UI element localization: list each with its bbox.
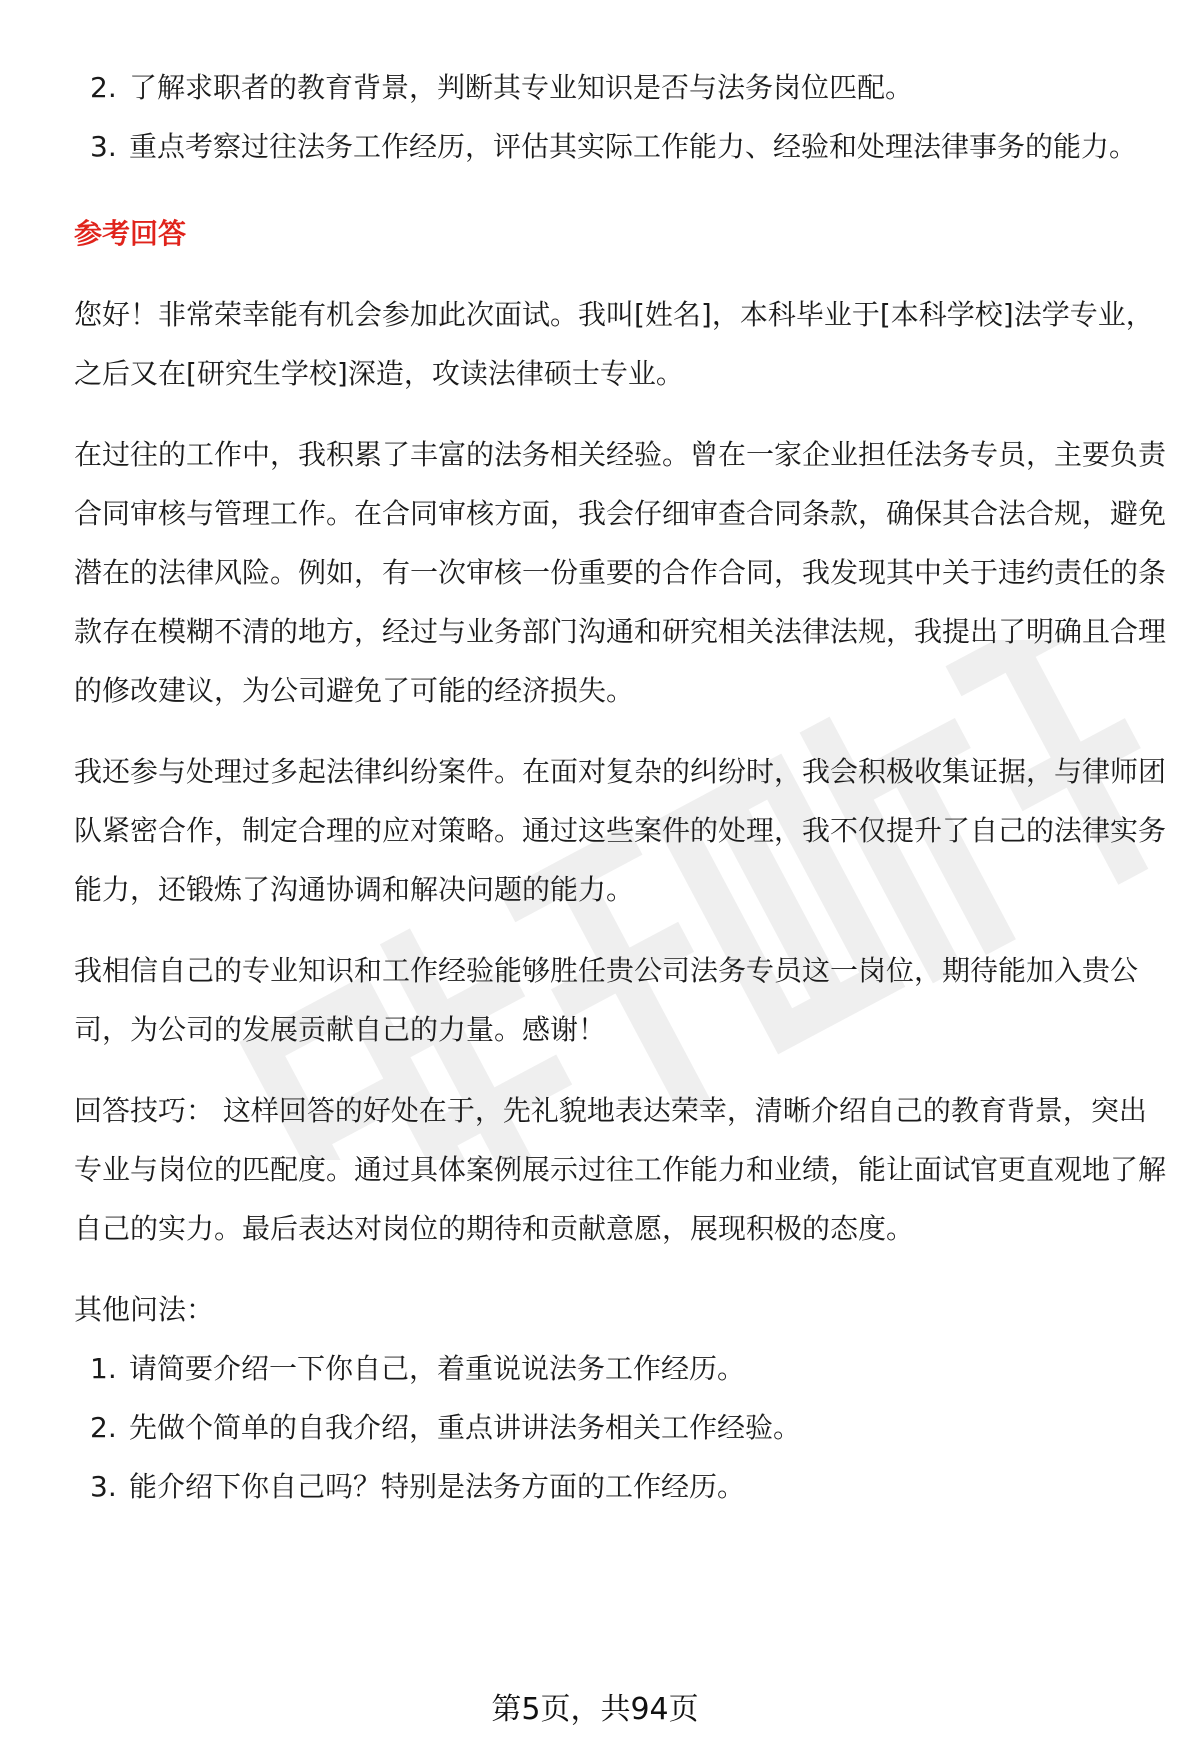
top-numbered-list	[74, 58, 1174, 176]
list-item	[74, 58, 1174, 117]
page-footer: 第5页，共94页	[491, 1692, 699, 1727]
paragraph-other-questions: 其他问法：	[74, 1293, 215, 1326]
list-item-text: 请简要介绍一下你自己，着重说说法务工作经历。	[129, 1352, 746, 1385]
paragraph-disputes: 我还参与处理过多起法律纠纷案件。在面对复杂的纠纷时，我会积极收集证据，与律师团队紧密合作，制定合理的应对策略。通过这些案件的处理，我不仅提升了自己的法律实务能力，还锻炼了沟通协调和解决问题的能力。	[74, 755, 1167, 906]
list-item-text: 重点考察过往法务工作经历，评估其实际工作能力、经验和处理法律事务的能力。	[129, 130, 1138, 163]
paragraph-closing: 我相信自己的专业知识和工作经验能够胜任贵公司法务专员这一岗位，期待能加入贵公司，为公司的发展贡献自己的力量。感谢！	[74, 954, 1139, 1046]
list-item	[74, 1339, 1174, 1398]
list-item-number: 3.	[90, 1470, 117, 1503]
list-item-number: 3.	[90, 130, 117, 163]
bottom-numbered-list	[74, 1339, 1174, 1516]
list-item-number: 2.	[90, 71, 117, 104]
list-item	[74, 1457, 1174, 1516]
list-item	[74, 1398, 1174, 1457]
document-content	[74, 58, 1174, 1516]
section-title: 参考回答	[74, 217, 187, 250]
paragraph-tips: 回答技巧： 这样回答的好处在于，先礼貌地表达荣幸，清晰介绍自己的教育背景，突出专业与岗位的匹配度。通过具体案例展示过往工作能力和业绩，能让面试官更直观地了解自己的实力。最后表达对岗位的期待和贡献意愿，展现积极的态度。	[74, 1094, 1167, 1245]
list-item-text: 能介绍下你自己吗？特别是法务方面的工作经历。	[129, 1470, 746, 1503]
paragraph-experience: 在过往的工作中，我积累了丰富的法务相关经验。曾在一家企业担任法务专员，主要负责合同审核与管理工作。在合同审核方面，我会仔细审查合同条款，确保其合法合规，避免潜在的法律风险。例如，有一次审核一份重要的合作合同，我发现其中关于违约责任的条款存在模糊不清的地方，经过与业务部门沟通和研究相关法律法规，我提出了明确且合理的修改建议，为公司避免了可能的经济损失。	[74, 438, 1167, 707]
list-item-text: 先做个简单的自我介绍，重点讲讲法务相关工作经验。	[129, 1411, 802, 1444]
list-item	[74, 117, 1174, 176]
list-item-text: 了解求职者的教育背景，判断其专业知识是否与法务岗位匹配。	[129, 71, 914, 104]
list-item-number: 2.	[90, 1411, 117, 1444]
paragraph-intro: 您好！非常荣幸能有机会参加此次面试。我叫[姓名]，本科毕业于[本科学校]法学专业，之后又在[研究生学校]深造，攻读法律硕士专业。	[74, 298, 1154, 390]
list-item-number: 1.	[90, 1352, 117, 1385]
